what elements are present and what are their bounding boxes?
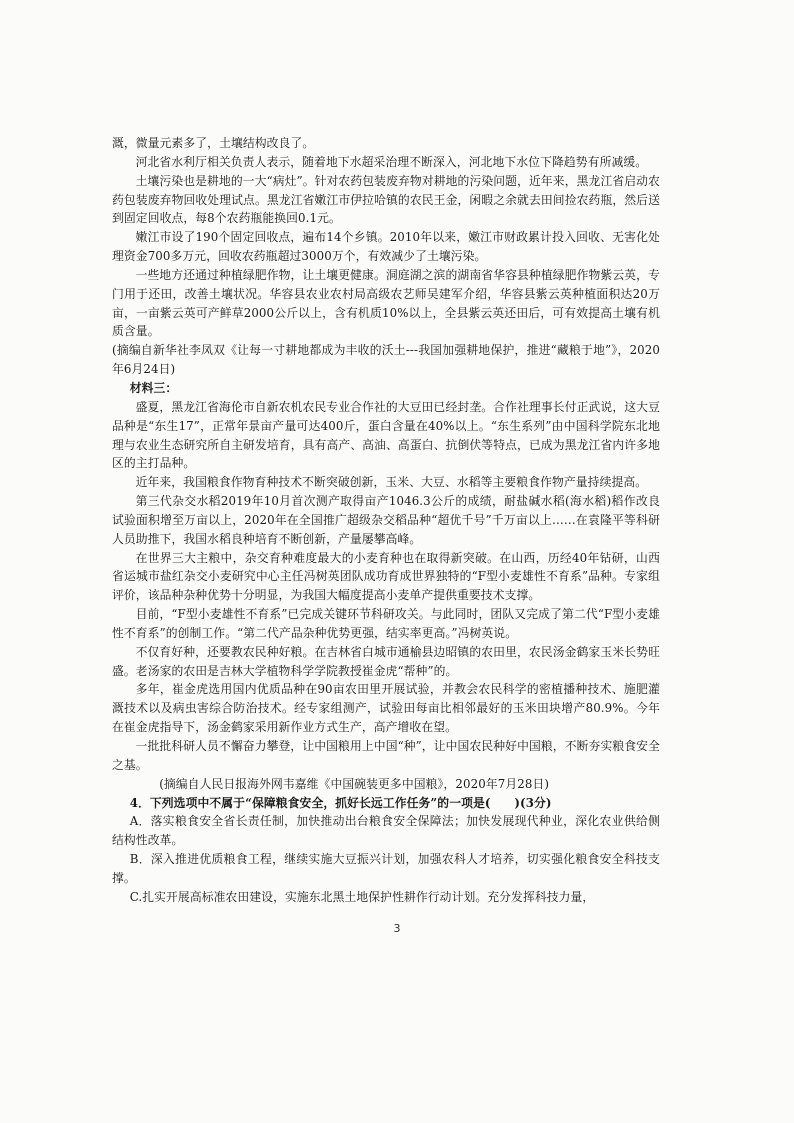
question-4: 4．下列选项中不属于“保障粮食安全，抓好长远工作任务”的一项是( )(3分) <box>129 795 552 810</box>
body-text <box>112 134 660 907</box>
source-citation-1: (摘编自新华社李凤双《让每一寸耕地都成为丰收的沃土---我国加强耕地保护，推进“藏粮于地”》，2020年6月24日) <box>112 343 660 377</box>
paragraph-12: 多年，崔金虎选用国内优质品种在90亩农田里开展试验，并教会农民科学的密植播种技术、施肥灌溉技术以及病虫害综合防治技术。经专家组测产，试验田每亩比相邻最好的玉米田块增产80.9%。今年在崔金虎指导下，汤金鹤家采用新作业方式生产，高产增收在望。 <box>112 682 660 735</box>
paragraph-6: 盛夏，黑龙江省海伦市自新农机农民专业合作社的大豆田已经封垄。合作社理事长付正武说，这大豆品种是“东生17”，正常年景亩产量可达400斤，蛋白含量在40%以上。“东生系列”由中国科学院东北地理与农业生态研究所自主研发培育，具有高产、高油、高蛋白、抗倒伏等特点，已成为黑龙江省内许多地区的主打品种。 <box>112 399 660 471</box>
option-c: C.扎实开展高标准农田建设，实施东北黑土地保护性耕作行动计划。充分发挥科技力量， <box>129 889 595 904</box>
source-citation-2: (摘编自人民日报海外网韦嘉维《中国碗装更多中国粮》，2020年7月28日) <box>159 776 550 791</box>
paragraph-13: 一批批科研人员不懈奋力攀登，让中国粮用上中国“种”，让中国农民种好中国粮，不断夯实粮食安全之基。 <box>112 739 660 772</box>
paragraph-4: 嫩江市设了190个固定回收点，遍布14个乡镇。2010年以来，嫩江市财政累计投入回收、无害化处理资金700多万元，回收农药瓶超过3000万个，有效减少了土壤污染。 <box>112 230 660 264</box>
paragraph-3: 土壤污染也是耕地的一大“病灶”。针对农药包装废弃物对耕地的污染问题，近年来，黑龙江省启动农药包装废弃物回收处理试点。黑龙江省嫩江市伊拉哈镇的农民王金，闲暇之余就去田间捡农药瓶，然后送到固定回收点，每8个农药瓶能换回0.1元。 <box>112 173 660 226</box>
paragraph-9: 在世界三大主粮中，杂交育种难度最大的小麦育种也在取得新突破。在山西，历经40年钻研，山西省运城市盐红杂交小麦研究中心主任冯树英团队成功育成世界独特的“F型小麦雄性不育系”品种。专家组评价，该品种杂种优势十分明显，为我国大幅度提高小麦单产提供重要技术支撑。 <box>112 550 660 603</box>
section-heading-material-3: 材料三： <box>129 380 178 395</box>
page-number: 3 <box>393 922 401 935</box>
paragraph-8: 第三代杂交水稻2019年10月首次测产取得亩产1046.3公斤的成绩，耐盐碱水稻(海水稻)稻作改良试验面积增至万亩以上，2020年在全国推广超级杂交稻品种“超优千号”千万亩以上……在袁隆平等科研人员助推下，我国水稻良种培育不断创新，产量屡攀高峰。 <box>112 494 660 546</box>
paragraph-11: 不仅育好种，还要教农民种好粮。在吉林省白城市通榆县边昭镇的农田里，农民汤金鹤家玉米长势旺盛。老汤家的农田是吉林大学植物科学学院教授崔金虎“帮种”的。 <box>112 644 660 678</box>
paragraph-10: 目前，“F型小麦雄性不育系”已完成关键环节科研攻关。与此同时，团队又完成了第二代“F型小麦雄性不育系”的创制工作。“第二代产品杂种优势更强，结实率更高。”冯树英说。 <box>112 607 660 640</box>
paragraph-7: 近年来，我国粮食作物育种技术不断突破创新，玉米、大豆、水稻等主要粮食作物产量持续提高。 <box>135 475 648 490</box>
paragraph-2: 河北省水利厅相关负责人表示，随着地下水超采治理不断深入，河北地下水位下降趋势有所减缓。 <box>135 154 648 169</box>
option-a: A．落实粮食安全省长责任制，加快推动出台粮食安全保障法；加快发展现代种业，深化农业供给侧结构性改革。 <box>112 814 660 848</box>
paragraph-1: 溉，微量元素多了，土壤结构改良了。 <box>112 136 315 150</box>
option-b: B．深入推进优质粮食工程，继续实施大豆振兴计划，加强农科人才培养，切实强化粮食安全科技支撑。 <box>112 852 660 885</box>
paragraph-5: 一些地方还通过种植绿肥作物，让土壤更健康。洞庭湖之滨的湖南省华容县种植绿肥作物紫云英，专门用于还田，改善土壤状况。华容县农业农村局高级农艺师吴建军介绍，华容县紫云英种植面积达20万亩，一亩紫云英可产鲜草2000公斤以上，含有机质10%以上，全县紫云英还田后，可有效提高土壤有机质含量。 <box>112 267 660 339</box>
